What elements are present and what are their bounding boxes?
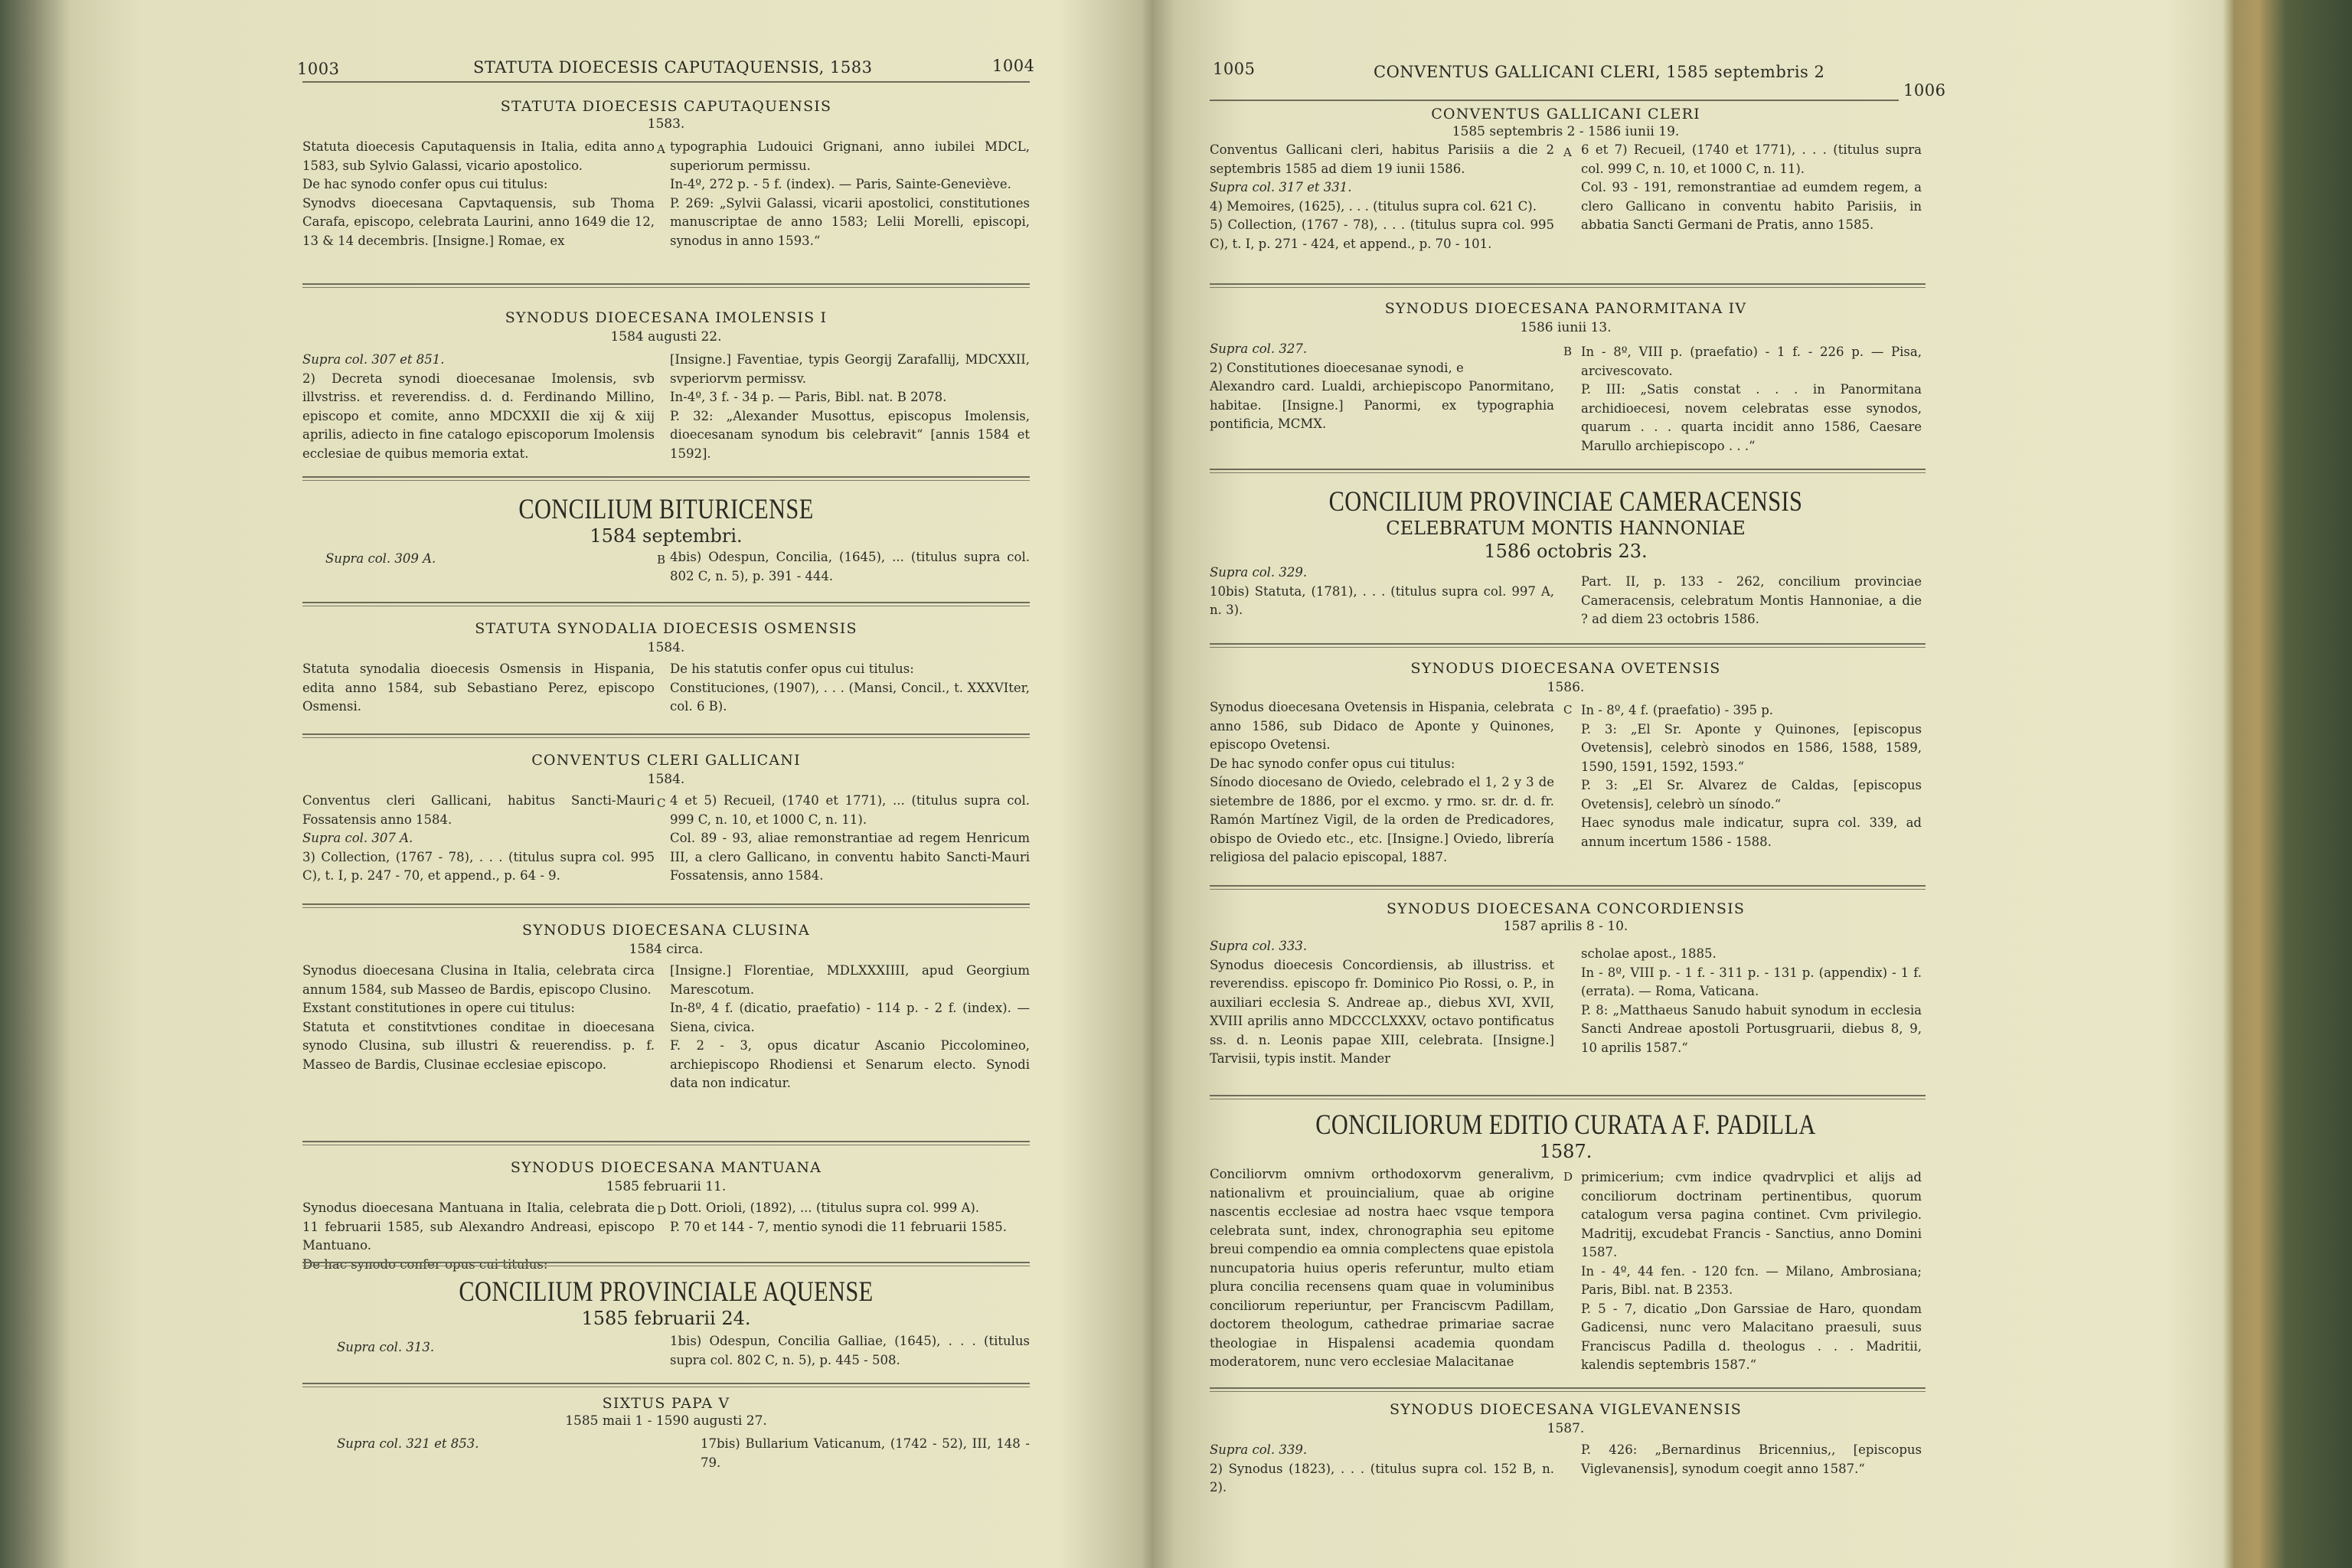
entry-left-column: [302, 962, 655, 1074]
paragraph: 4bis) Odespun, Concilia, (1645), ... (titulus supra col. 802 C, n. 5), p. 391 - 444.: [670, 550, 1030, 583]
margin-marker: D: [657, 1204, 667, 1217]
entry-date: 1585 februarii 11.: [606, 1179, 727, 1194]
paragraph: Constituciones, (1907), . . . (Mansi, Concil., t. XXXVIter, col. 6 B).: [670, 680, 1030, 714]
margin-marker: D: [1563, 1170, 1573, 1184]
section-rule: [302, 1141, 1030, 1142]
paragraph: 4) Memoires, (1625), . . . (titulus supra col. 621 C).: [1210, 198, 1537, 214]
paragraph: 2) Constitutiones dioecesanae synodi, e: [1210, 360, 1464, 375]
entry-date: 1585 septembris 2 - 1586 iunii 19.: [1452, 124, 1680, 139]
entry-right-column: [670, 792, 1030, 886]
section-heading: CONCILIORUM EDITIO CURATA A F. PADILLA: [1315, 1109, 1816, 1141]
section-heading: CONCILIUM PROVINCIAE CAMERACENSIS: [1328, 486, 1803, 518]
section-rule: [1210, 1391, 1926, 1392]
paragraph: 2) Decreta synodi dioecesanae Imolensis, svb illvstriss. et reverendiss. d. d. Ferdinando Millino, episcopo et comite, anno MDCXXII die xij & xiij aprilis, adiecto in fine catalogo episcoporum Imolensis ecclesiae de quibus memoria extat.: [302, 371, 655, 461]
paragraph: Supra col. 321 et 853.: [337, 1436, 479, 1451]
entry-left-column: [1210, 141, 1554, 253]
section-rule: [1210, 889, 1926, 890]
paragraph: P. 426: „Bernardinus Bricennius,, [episcopus Viglevanensis], synodum coegit anno 1587.“: [1581, 1442, 1922, 1476]
section-rule: [1210, 287, 1926, 288]
section-rule: [302, 283, 1030, 285]
paragraph: 10bis) Statuta, (1781), . . . (titulus supra col. 997 A, n. 3).: [1210, 583, 1554, 617]
entry-left-column: [1210, 698, 1554, 867]
entry-date: 1584 septembri.: [590, 525, 743, 547]
entry-date: 1586 iunii 13.: [1520, 320, 1612, 335]
entry-left-column: [325, 550, 655, 569]
paragraph: Part. II, p. 133 - 262, concilium provinciae Cameracensis, celebratum Montis Hannoniae, a die ? ad diem 23 octobris 1586.: [1581, 574, 1922, 626]
paragraph: 3) Collection, (1767 - 78), . . . (titulus supra col. 995 C), t. I, p. 247 - 70, et append., p. 64 - 9.: [302, 849, 655, 883]
column-number: 1003: [297, 60, 340, 78]
paragraph: [Insigne.] Florentiae, MDLXXXIIII, apud Georgium Marescotum.: [670, 963, 1030, 997]
paragraph: Supra col. 309 A.: [325, 551, 436, 566]
paragraph: Conciliorvm omnivm orthodoxorvm generalivm, nationalivm et prouincialium, quae ab origine nascentis ecclesiae ad nostra haec vsque tempora celebrata sunt, index, chronographia seu epitome breui compendio ea omnia complectens quae epistola nuncupatoria huius operis referuntur, multo etiam plura concilia recensens quam quae in voluminibus conciliorum reperiuntur, per Franciscvm Padillam, doctorem theologum, cathedrae primariae sacrae theologiae in Hispalensi academia quondam moderatorem, nunc vero ecclesiae Malacitanae: [1210, 1167, 1554, 1369]
entry-date: 1586 octobris 23.: [1484, 541, 1648, 562]
entry-right-column: [1581, 573, 1922, 629]
margin-marker: B: [1563, 345, 1573, 358]
entry-title: CONVENTUS GALLICANI CLERI: [1431, 106, 1700, 122]
entry-left-column: [1210, 1165, 1554, 1372]
paragraph: In - 8º, VIII p. (praefatio) - 1 f. - 226 p. — Pisa, arcivescovato.: [1581, 345, 1922, 378]
entry-left-column: [302, 792, 655, 886]
paragraph: P. III: „Satis constat . . . in Panormitana archidioecesi, novem celebratas esse synodos, quarum . . . quarta incidit anno 1586, Caesare Marullo archiepiscopo . . .“: [1581, 382, 1922, 453]
entry-title: SYNODUS DIOECESANA VIGLEVANENSIS: [1390, 1401, 1742, 1418]
paragraph: P. 269: „Sylvii Galassi, vicarii apostolici, constitutiones manuscriptae de anno 1583; Lelii Morelli, episcopi, synodus in anno 1593.“: [670, 195, 1030, 248]
entry-title: SYNODUS DIOECESANA OVETENSIS: [1410, 660, 1721, 677]
entry-title: SYNODUS DIOECESANA PANORMITANA IV: [1384, 300, 1747, 317]
paragraph: In-8º, 4 f. (dicatio, praefatio) - 114 p. - 2 f. (index). — Siena, civica.: [670, 1001, 1030, 1034]
entry-date: 1584.: [647, 772, 685, 787]
section-rule: [1210, 647, 1926, 648]
entry-title: STATUTA SYNODALIA DIOECESIS OSMENSIS: [475, 620, 858, 637]
section-rule: [302, 1383, 1030, 1384]
entry-left-column: [337, 1435, 651, 1454]
section-rule: [302, 733, 1030, 735]
paragraph: 2) Synodus (1823), . . . (titulus supra col. 152 B, n. 2).: [1210, 1461, 1554, 1494]
entry-title: SYNODUS DIOECESANA IMOLENSIS I: [505, 309, 828, 326]
entry-left-column: [302, 138, 655, 250]
paragraph: Supra col. 327.: [1210, 341, 1308, 356]
entry-title: CONVENTUS CLERI GALLICANI: [531, 752, 801, 769]
section-rule: [302, 287, 1030, 288]
entry-date: 1584.: [647, 640, 685, 655]
paragraph: In - 8º, 4 f. (praefatio) - 395 p.: [1581, 703, 1774, 717]
section-subheading: CELEBRATUM MONTIS HANNONIAE: [1386, 518, 1746, 539]
paragraph: P. 3: „El Sr. Aponte y Quinones, [episcopus Ovetensis], celebrò sinodos en 1586, 1588, 1589, 1590, 1591, 1592, 1593.“: [1581, 721, 1922, 774]
section-rule: [1210, 643, 1926, 645]
entry-title: SYNODUS DIOECESANA MANTUANA: [510, 1159, 822, 1176]
entry-right-column: [670, 962, 1030, 1093]
paragraph: Haec synodus male indicatur, supra col. 339, ad annum incertum 1586 - 1588.: [1581, 815, 1922, 849]
entry-date: 1584 circa.: [629, 942, 704, 957]
entry-left-column: [1210, 1441, 1554, 1498]
section-heading: CONCILIUM BITURICENSE: [518, 494, 814, 525]
paragraph: P. 5 - 7, dicatio „Don Garssiae de Haro, quondam Gadicensi, nunc vero Malacitano praesuli, suus Franciscus Padilla d. theologus . . . Madritii, kalendis septembris 1587.“: [1581, 1301, 1922, 1372]
entry-date: 1586.: [1547, 680, 1585, 695]
entry-date: 1587.: [1547, 1421, 1585, 1436]
paragraph: scholae apost., 1885.: [1581, 946, 1717, 961]
section-heading: CONCILIUM PROVINCIALE AQUENSE: [459, 1276, 874, 1308]
margin-marker: C: [1563, 703, 1573, 717]
paragraph: Supra col. 317 et 331.: [1210, 180, 1352, 194]
right-page: [1156, 0, 2251, 1568]
paragraph: De hac synodo confer opus cui titulus:: [302, 1256, 548, 1272]
entry-right-column: [670, 660, 1030, 717]
margin-marker: A: [1563, 145, 1572, 159]
paragraph: In - 4º, 44 fen. - 120 fcn. — Milano, Ambrosiana; Paris, Bibl. nat. B 2353.: [1581, 1263, 1922, 1297]
paragraph: Col. 89 - 93, aliae remonstrantiae ad regem Henricum III, a clero Gallicano, in conventu habito Sancti-Mauri Fossatensis, anno 1584.: [670, 831, 1030, 883]
margin-marker: B: [657, 553, 666, 567]
section-rule: [302, 602, 1030, 603]
section-rule: [302, 1262, 1030, 1263]
entry-title: SYNODUS DIOECESANA CLUSINA: [522, 922, 810, 939]
paragraph: Supra col. 307 A.: [302, 831, 413, 845]
paragraph: Statuta synodalia dioecesis Osmensis in Hispania, edita anno 1584, sub Sebastiano Perez, episcopo Osmensi.: [302, 662, 655, 714]
paragraph: Synodus dioecesis Concordiensis, ab illustriss. et reverendiss. episcopo fr. Dominico Pio Rossi, o. P., in auxiliari ecclesia S. Andreae ap., diebus XVI, XVII, XVIII aprilis anno MDCCCLXXXV, octavo pontificatus ss. d. n. Leonis papae XIII, celebrata. [Insigne.] Tarvisii, typis instit. Mander: [1210, 957, 1554, 1066]
paragraph: De hac synodo confer opus cui titulus:: [302, 177, 548, 191]
entry-right-column: [670, 1332, 1030, 1370]
paragraph: Statuta et constitvtiones conditae in dioecesana synodo Clusina, sub illustri & reuerendiss. p. f. Masseo de Bardis, Clusinae ecclesiae episcopo.: [302, 1019, 655, 1072]
paragraph: Supra col. 313.: [337, 1340, 435, 1354]
entry-date: 1585 maii 1 - 1590 augusti 27.: [565, 1413, 767, 1429]
entry-right-column: [670, 1199, 1030, 1236]
paragraph: 5) Collection, (1767 - 78), . . . (titulus supra col. 995 C), t. I, p. 271 - 424, et append., p. 70 - 101.: [1210, 217, 1554, 251]
paragraph: In-4º, 3 f. - 34 p. — Paris, Bibl. nat. B 2078.: [670, 390, 947, 404]
entry-right-column: [670, 138, 1030, 250]
entry-right-column: [1581, 701, 1922, 851]
entry-left-column: [302, 351, 655, 463]
paragraph: Synodus dioecesana Clusina in Italia, celebrata circa annum 1584, sub Masseo de Bardis, episcopo Clusino.: [302, 963, 655, 997]
section-rule: [302, 476, 1030, 478]
paragraph: Statuta dioecesis Caputaquensis in Italia, edita anno 1583, sub Sylvio Galassi, vicario apostolico.: [302, 139, 655, 173]
entry-right-column: [1581, 343, 1922, 456]
section-rule: [1210, 283, 1926, 285]
margin-marker: A: [657, 142, 665, 156]
entry-right-column: [670, 351, 1030, 463]
paragraph: Alexandro card. Lualdi, archiepiscopo Panormitano, habitae. [Insigne.] Panormi, ex typographia pontificia, MCMX.: [1210, 379, 1554, 431]
header-rule: [1210, 100, 1899, 101]
paragraph: 17bis) Bullarium Vaticanum, (1742 - 52), III, 148 - 79.: [701, 1436, 1030, 1470]
section-rule: [302, 480, 1030, 481]
paragraph: Exstant constitutiones in opere cui titulus:: [302, 1001, 575, 1015]
section-rule: [1210, 1095, 1926, 1096]
section-rule: [302, 907, 1030, 908]
section-rule: [1210, 472, 1926, 473]
entry-left-column: [302, 660, 655, 717]
paragraph: Supra col. 307 et 851.: [302, 352, 445, 367]
paragraph: Supra col. 339.: [1210, 1442, 1308, 1457]
section-rule: [302, 737, 1030, 738]
paragraph: 4 et 5) Recueil, (1740 et 1771), ... (titulus supra col. 999 C, n. 10, et 1000 C, n. 11).: [670, 793, 1030, 827]
entry-right-column: [701, 1435, 1030, 1472]
entry-left-column: [1210, 340, 1554, 434]
column-number: 1006: [1903, 81, 1946, 100]
column-number: 1005: [1213, 60, 1256, 78]
entry-date: 1583.: [647, 116, 685, 132]
running-header: CONVENTUS GALLICANI CLERI, 1585 septembris 2: [1374, 63, 1825, 81]
entry-right-column: [670, 548, 1030, 586]
paragraph: De his statutis confer opus cui titulus:: [670, 662, 914, 676]
entry-title: SYNODUS DIOECESANA CONCORDIENSIS: [1386, 900, 1746, 917]
entry-right-column: [1581, 1168, 1922, 1375]
paragraph: P. 8: „Matthaeus Sanudo habuit synodum in ecclesia Sancti Andreae apostoli Portusgruarii, diebus 8, 9, 10 aprilis 1587.“: [1581, 1002, 1922, 1055]
paragraph: primicerium; cvm indice qvadrvplici et alijs ad conciliorum doctrinam pertinentibus, quorum catalogum versa pagina continet. Cvm privilegio. Madritij, excudebat Francis - Sanctius, anno Domini 1587.: [1581, 1170, 1922, 1259]
entry-left-column: [337, 1338, 651, 1357]
section-rule: [302, 903, 1030, 905]
paragraph: Supra col. 329.: [1210, 565, 1308, 580]
entry-date: 1585 februarii 24.: [581, 1308, 751, 1329]
section-rule: [1210, 469, 1926, 470]
entry-title: SIXTUS PAPA V: [602, 1395, 730, 1412]
paragraph: F. 2 - 3, opus dicatur Ascanio Piccolomineo, archiepiscopo Rhodiensi et Senarum electo. Synodi data non indicatur.: [670, 1038, 1030, 1090]
paragraph: Conventus cleri Gallicani, habitus Sancti-Mauri Fossatensis anno 1584.: [302, 793, 655, 827]
paragraph: [Insigne.] Faventiae, typis Georgij Zarafallij, MDCXXII, svperiorvm permissv.: [670, 352, 1030, 386]
paragraph: In - 8º, VIII p. - 1 f. - 311 p. - 131 p. (appendix) - 1 f. (errata). — Roma, Vaticana.: [1581, 965, 1922, 998]
entry-date: 1587.: [1539, 1141, 1592, 1162]
section-rule: [1210, 885, 1926, 887]
paragraph: Synodus dioecesana Mantuana in Italia, celebrata die 11 februarii 1585, sub Alexandro Andreasi, episcopo Mantuano.: [302, 1200, 655, 1253]
entry-title: STATUTA DIOECESIS CAPUTAQUENSIS: [500, 98, 832, 115]
paragraph: Col. 93 - 191, remonstrantiae ad eumdem regem, a clero Gallicano in conventu habito Parisiis, in abbatia Sancti Germani de Pratis, anno 1585.: [1581, 180, 1922, 232]
paragraph: Conventus Gallicani cleri, habitus Parisiis a die 2 septembris 1585 ad diem 19 iunii 1586.: [1210, 142, 1554, 176]
paragraph: P. 3: „El Sr. Alvarez de Caldas, [episcopus Ovetensis], celebrò un sínodo.“: [1581, 778, 1922, 812]
paragraph: Sínodo diocesano de Oviedo, celebrado el 1, 2 y 3 de sietembre de 1886, por el excmo. y rmo. sr. dr. d. fr. Ramón Martínez Vigil, de la orden de Predicadores, obispo de Oviedo etc., etc. [Insigne.] Oviedo, librería religiosa del palacio episcopal, 1887.: [1210, 775, 1554, 864]
entry-left-column: [1210, 564, 1554, 620]
paragraph: Synodus dioecesana Ovetensis in Hispania, celebrata anno 1586, sub Didaco de Aponte y Quinones, episcopo Ovetensi.: [1210, 700, 1554, 752]
column-number: 1004: [992, 57, 1035, 75]
paragraph: typographia Ludouici Grignani, anno iubilei MDCL, superiorum permissu.: [670, 139, 1030, 173]
paragraph: 6 et 7) Recueil, (1740 et 1771), . . . (titulus supra col. 999 C, n. 10, et 1000 C, n. 11).: [1581, 142, 1922, 176]
entry-right-column: [1581, 141, 1922, 235]
paragraph: Dott. Orioli, (1892), ... (titulus supra col. 999 A).: [670, 1200, 980, 1215]
paragraph: P. 32: „Alexander Musottus, episcopus Imolensis, dioecesanam synodum bis celebravit“ [annis 1584 et 1592].: [670, 408, 1030, 461]
entry-date: 1587 aprilis 8 - 10.: [1503, 919, 1628, 934]
paragraph: 1bis) Odespun, Concilia Galliae, (1645), . . . (titulus supra col. 802 C, n. 5), p. 445 - 508.: [670, 1334, 1030, 1367]
entry-right-column: [1581, 945, 1922, 1057]
paragraph: In-4º, 272 p. - 5 f. (index). — Paris, Sainte-Geneviève.: [670, 177, 1011, 191]
section-rule: [1210, 1387, 1926, 1389]
paragraph: Synodvs dioecesana Capvtaquensis, sub Thoma Carafa, episcopo, celebrata Laurini, anno 1649 die 12, 13 & 14 decembris. [Insigne.] Romae, ex: [302, 195, 655, 248]
running-header: STATUTA DIOECESIS CAPUTAQUENSIS, 1583: [473, 58, 873, 77]
header-rule: [302, 81, 1030, 83]
entry-left-column: [1210, 937, 1554, 1069]
paragraph: De hac synodo confer opus cui titulus:: [1210, 756, 1455, 771]
margin-marker: C: [657, 796, 666, 810]
paragraph: P. 70 et 144 - 7, mentio synodi die 11 februarii 1585.: [670, 1219, 1008, 1234]
paragraph: Supra col. 333.: [1210, 939, 1308, 953]
left-page: [0, 0, 1118, 1568]
entry-date: 1584 augusti 22.: [610, 329, 722, 345]
entry-right-column: [1581, 1441, 1922, 1478]
